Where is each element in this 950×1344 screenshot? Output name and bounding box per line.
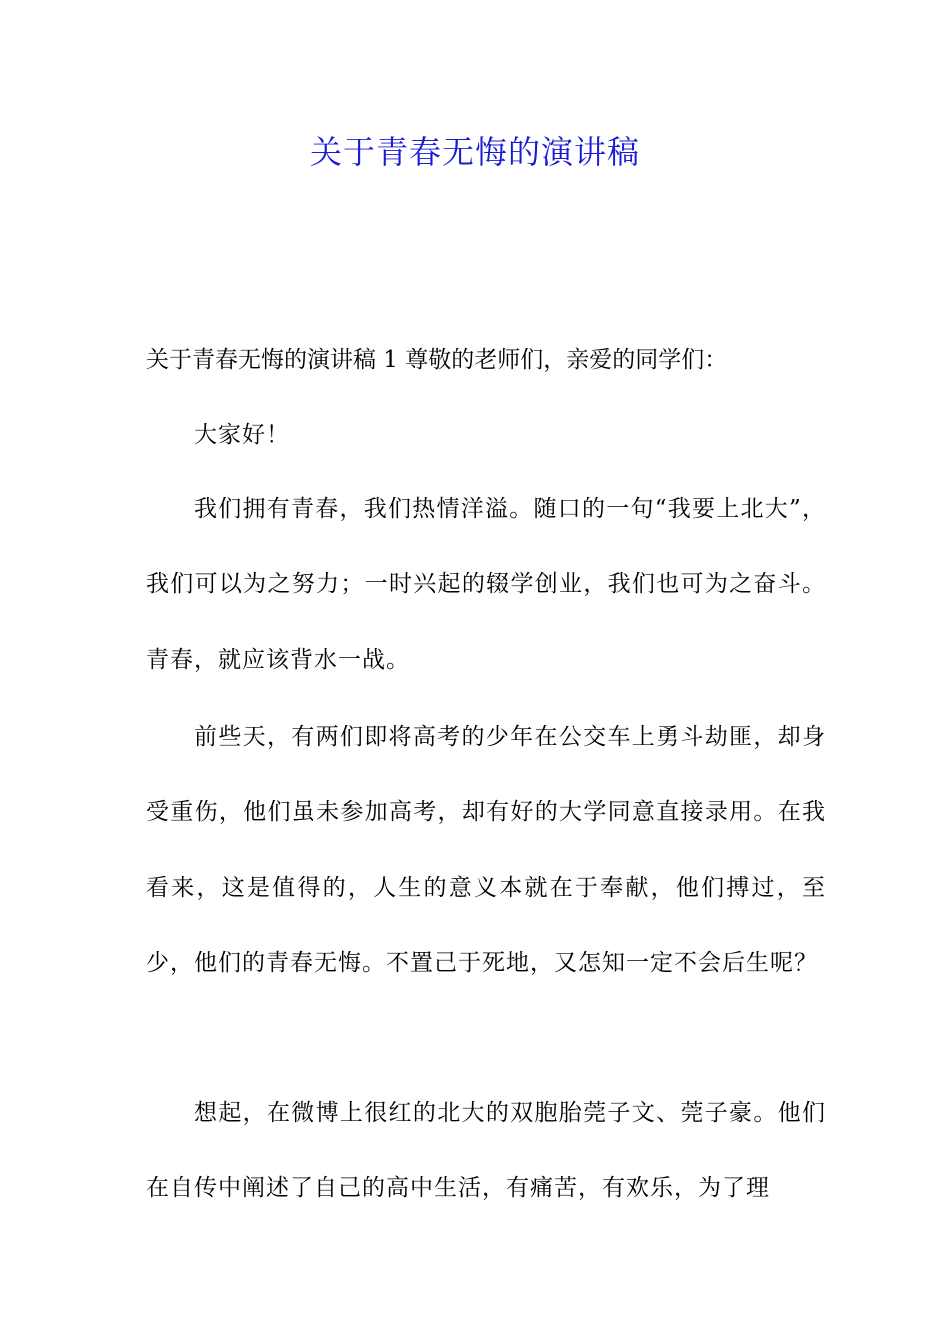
body-paragraph: 前些天，有两们即将高考的少年在公交车上勇斗劫匪，却身受重伤，他们虽未参加高考，却有好的大学同意直接录用。在我看来，这是值得的，人生的意义本就在于奉献，他们搏过，至少，他们的青春无悔。不置己于死地，又怎知一定不会后生呢？ [146,724,826,977]
document-title: 关于青春无悔的演讲稿 [309,133,640,171]
body-paragraph: 我们拥有青春，我们热情洋溢。随口的一句“我要上北大”，我们可以为之努力；一时兴起的辍学创业，我们也可为之奋斗。青春，就应该背水一战。 [146,496,826,673]
greeting-paragraph: 大家好！ [194,422,290,448]
body-paragraph: 想起，在微博上很红的北大的双胞胎莞子文、莞子豪。他们在自传中阐述了自己的高中生活，有痛苦，有欢乐，为了理 [146,1100,826,1202]
opening-line: 关于青春无悔的演讲稿 1 尊敬的老师们，亲爱的同学们： [146,347,728,373]
